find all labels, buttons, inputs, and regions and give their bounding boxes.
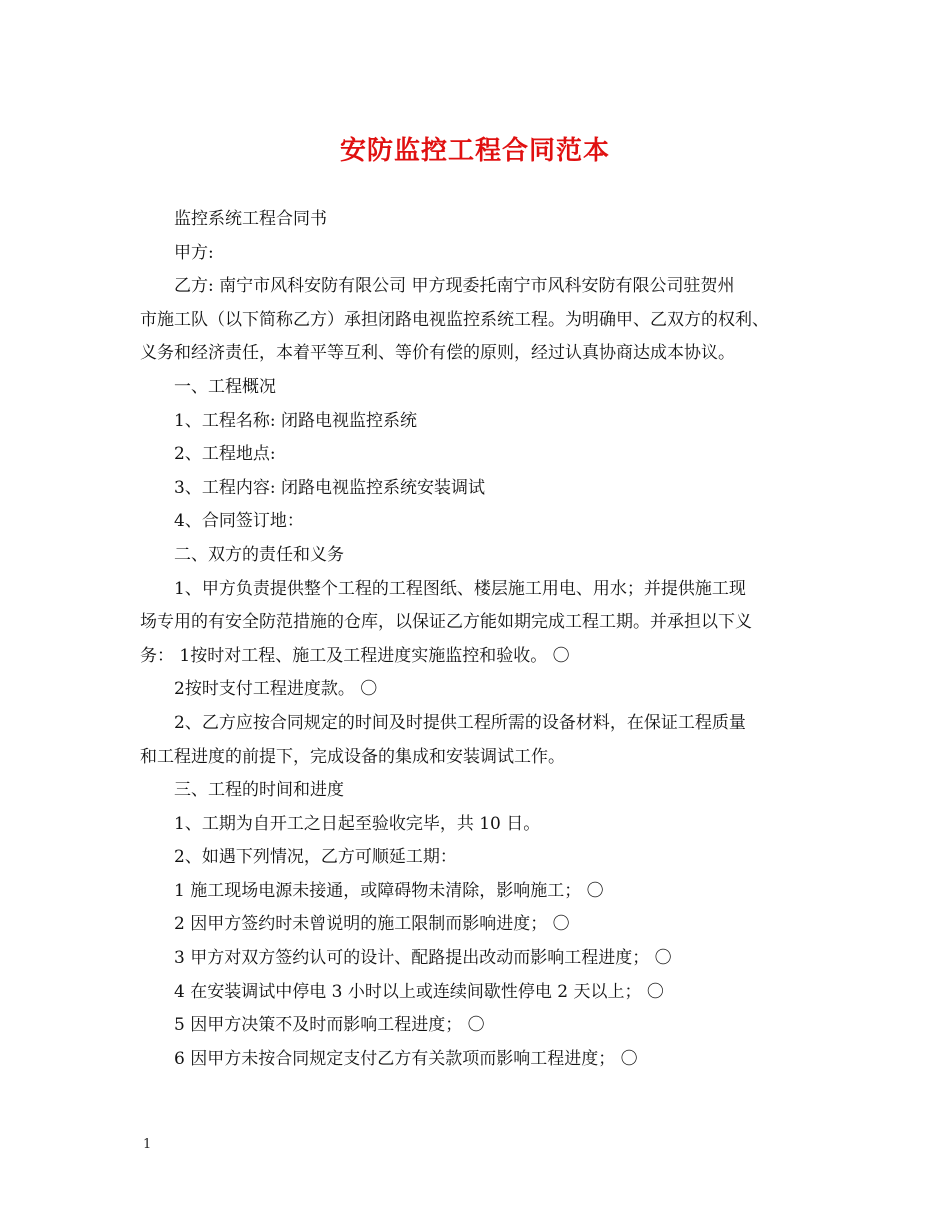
paragraph-line: 2、乙方应按合同规定的时间及时提供工程所需的设备材料，在保证工程质量 xyxy=(174,712,746,733)
list-item: 1、工期为自开工之日起至验收完毕，共 10 日。 xyxy=(174,813,541,834)
page-number: 1 xyxy=(143,1137,152,1152)
list-item: 2、如遇下列情况，乙方可顺延工期： xyxy=(174,847,457,868)
section-heading-3: 三、工程的时间和进度 xyxy=(174,780,344,801)
paragraph-line: 乙方: 南宁市风科安防有限公司 甲方现委托南宁市风科安防有限公司驻贺州 xyxy=(174,276,735,297)
list-item: 1、工程名称: 闭路电视监控系统 xyxy=(174,410,417,431)
list-item: 2、工程地点: xyxy=(174,444,276,465)
paragraph-line: 务： 1按时对工程、施工及工程进度实施监控和验收。 〇 xyxy=(140,645,570,666)
list-item: 5 因甲方决策不及时而影响工程进度； 〇 xyxy=(174,1015,485,1036)
list-item: 6 因甲方未按合同规定支付乙方有关款项而影响工程进度； 〇 xyxy=(174,1048,638,1069)
paragraph-line: 场专用的有安全防范措施的仓库，以保证乙方能如期完成工程工期。并承担以下义 xyxy=(140,612,752,633)
document-title: 安防监控工程合同范本 xyxy=(339,136,610,166)
list-item: 3 甲方对双方签约认可的设计、配路提出改动而影响工程进度； 〇 xyxy=(174,948,672,969)
section-heading-2: 二、双方的责任和义务 xyxy=(174,544,344,565)
list-item: 3、工程内容: 闭路电视监控系统安装调试 xyxy=(174,477,485,498)
document-body xyxy=(140,203,820,1076)
party-b-duties-paragraph xyxy=(140,707,820,774)
paragraph-line: 市施工队（以下简称乙方）承担闭路电视监控系统工程。为明确甲、乙双方的权利、 xyxy=(140,309,769,330)
list-item: 4、合同签订地： xyxy=(174,511,304,532)
list-item: 4 在安装调试中停电 3 小时以上或连续间歇性停电 2 天以上； 〇 xyxy=(174,981,664,1002)
list-item: 2 因甲方签约时未曾说明的施工限制而影响进度； 〇 xyxy=(174,914,570,935)
party-b-paragraph xyxy=(140,270,820,371)
list-item: 1 施工现场电源未接通，或障碍物未清除，影响施工； 〇 xyxy=(174,880,604,901)
paragraph-line: 和工程进度的前提下，完成设备的集成和安装调试工作。 xyxy=(140,746,565,767)
party-a-line: 甲方: xyxy=(174,242,214,263)
party-a-duties-paragraph xyxy=(140,573,820,674)
section-heading-1: 一、工程概况 xyxy=(174,376,276,397)
heading-contract-book: 监控系统工程合同书 xyxy=(174,209,327,229)
paragraph-line: 义务和经济责任，本着平等互利、等价有偿的原则，经过认真协商达成本协议。 xyxy=(140,343,735,364)
list-item: 2按时支付工程进度款。 〇 xyxy=(174,679,378,700)
paragraph-line: 1、甲方负责提供整个工程的工程图纸、楼层施工用电、用水；并提供施工现 xyxy=(174,578,746,599)
